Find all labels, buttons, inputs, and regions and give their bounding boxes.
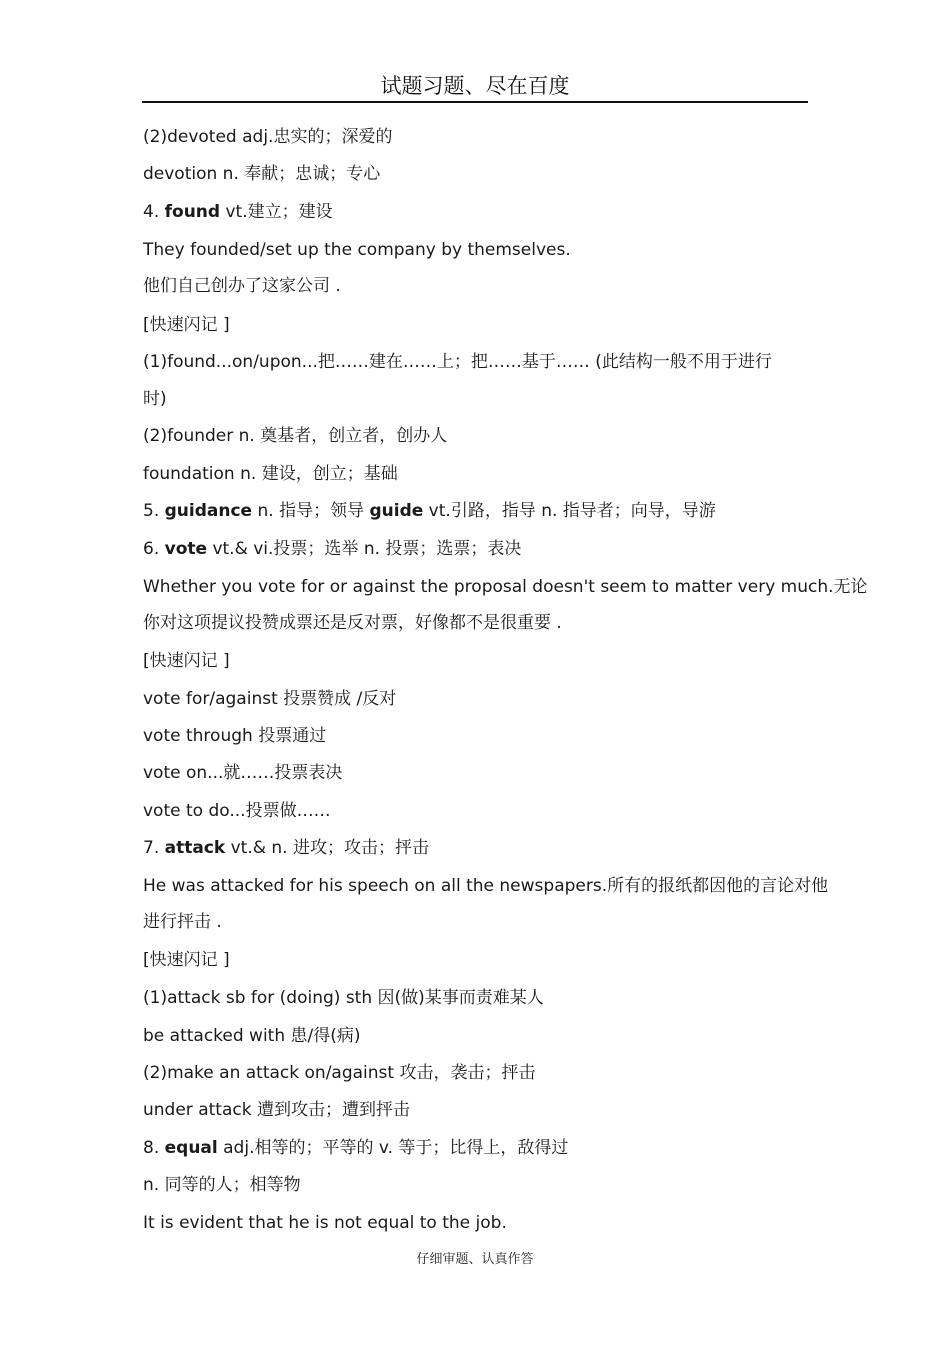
text-line: vote to do...投票做…… [143, 801, 331, 821]
text-line: 时) [143, 389, 167, 409]
text-line: (2)founder n. 奠基者，创立者，创办人 [143, 426, 448, 446]
text-line: [快速闪记 ] [143, 651, 230, 671]
entry-definition: vt.建立；建设 [220, 202, 333, 222]
entry-definition: vt.& n. 进攻；攻击；抨击 [225, 838, 429, 858]
text-line: n. 同等的人；相等物 [143, 1175, 301, 1195]
text-line: vote for/against 投票赞成 /反对 [143, 689, 397, 709]
text-line: devotion n. 奉献；忠诚；专心 [143, 164, 381, 184]
entry-heading [143, 201, 333, 223]
entry-definition: n. 指导；领导 [252, 501, 370, 521]
page-footer: 仔细审题、认真作答 [416, 1252, 534, 1267]
entry-number: 4. [143, 202, 165, 222]
text-line: [快速闪记 ] [143, 950, 230, 970]
text-line: (1)attack sb for (doing) sth 因(做)某事而责难某人 [143, 988, 544, 1008]
text-line: Whether you vote for or against the proposal doesn't seem to matter very much.无论 [143, 577, 868, 597]
header-rule [142, 101, 808, 103]
text-line: 他们自己创办了这家公司 . [143, 276, 341, 296]
text-line: They founded/set up the company by themselves. [143, 240, 571, 260]
entry-number: 6. [143, 539, 165, 559]
entry-heading [143, 500, 716, 522]
text-line: It is evident that he is not equal to the job. [143, 1213, 507, 1233]
entry-heading [143, 538, 521, 560]
text-line: foundation n. 建设，创立；基础 [143, 464, 398, 484]
text-line: 进行抨击 . [143, 912, 222, 932]
text-line: (1)found...on/upon...把……建在……上；把……基于…… (此结构一般不用于进行 [143, 352, 772, 372]
entry-heading [143, 1137, 568, 1159]
entry-definition: vt.引路，指导 n. 指导者；向导，导游 [423, 501, 716, 521]
entry-word: guidance [164, 501, 253, 521]
text-line: He was attacked for his speech on all the newspapers.所有的报纸都因他的言论对他 [143, 876, 829, 896]
text-line: vote on...就……投票表决 [143, 763, 343, 783]
entry-word: equal [164, 1138, 218, 1158]
entry-number: 7. [143, 838, 165, 858]
entry-word: attack [164, 838, 226, 858]
text-line: be attacked with 患/得(病) [143, 1026, 361, 1046]
text-line: (2)make an attack on/against 攻击，袭击；抨击 [143, 1063, 536, 1083]
entry-number: 8. [143, 1138, 165, 1158]
text-line: under attack 遭到攻击；遭到抨击 [143, 1100, 410, 1120]
entry-number: 5. [143, 501, 165, 521]
entry-word: guide [369, 501, 424, 521]
text-line: (2)devoted adj.忠实的；深爱的 [143, 127, 393, 147]
text-line: 你对这项提议投赞成票还是反对票，好像都不是很重要 . [143, 613, 562, 633]
entry-definition: adj.相等的；平等的 v. 等于；比得上，敌得过 [217, 1138, 569, 1158]
entry-word: found [164, 202, 221, 222]
entry-definition: vt.& vi.投票；选举 n. 投票；选票；表决 [207, 539, 522, 559]
text-line: vote through 投票通过 [143, 726, 327, 746]
page-header-title: 试题习题、尽在百度 [380, 74, 570, 98]
entry-word: vote [164, 539, 208, 559]
text-line: [快速闪记 ] [143, 315, 230, 335]
entry-heading [143, 837, 429, 859]
